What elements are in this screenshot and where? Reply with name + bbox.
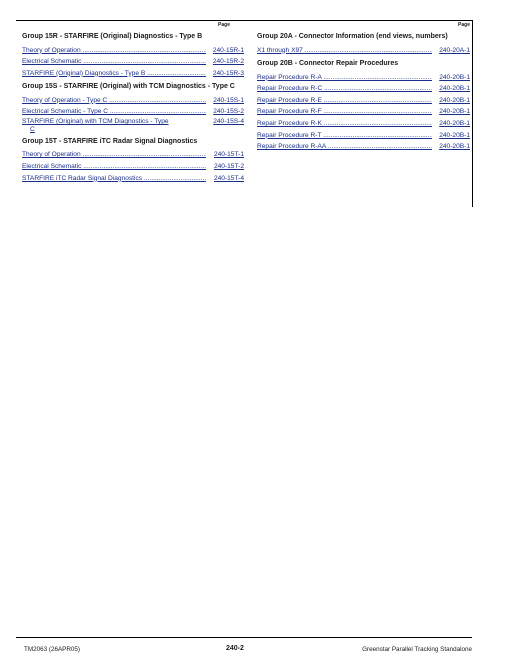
toc-entry-page[interactable]: 240-20A-1 [439, 46, 470, 54]
toc-entry[interactable] [257, 72, 470, 84]
toc-entry[interactable] [22, 161, 244, 173]
toc-entry-title[interactable] [22, 118, 206, 134]
toc-entry[interactable] [257, 106, 470, 118]
page-column-header: Page [218, 22, 230, 28]
toc-entry[interactable] [257, 83, 470, 95]
toc-entry-title[interactable]: Theory of Operation ..... [22, 45, 206, 57]
toc-entry-page[interactable]: 240-15T-1 [213, 151, 244, 159]
toc-entry[interactable] [257, 45, 470, 57]
footer-page-number: 240-2 [226, 645, 244, 652]
toc-entry-page[interactable]: 240-20B-1 [439, 143, 470, 151]
toc-entry-title[interactable]: Repair Procedure R-C ..... [257, 83, 432, 95]
toc-entry-title[interactable]: STARFIRE (Original) Diagnostics - Type B ..... [22, 68, 206, 80]
footer-manual-title: Greenstar Parallel Tracking Standalone [362, 646, 472, 653]
toc-entry-title[interactable]: Electrical Schematic ..... [22, 56, 206, 68]
toc-entry-title[interactable]: Repair Procedure R-K ..... [257, 118, 432, 130]
toc-group-15s [22, 83, 244, 134]
toc-entry-title[interactable]: Repair Procedure R-F ..... [257, 106, 432, 118]
toc-entry-page[interactable]: 240-15T-4 [213, 174, 244, 182]
toc-entry-title-line2[interactable]: C [30, 125, 35, 133]
group-title: Group 15T - STARFIRE iTC Radar Signal Diagnostics [22, 137, 198, 145]
toc-entry[interactable] [22, 68, 244, 80]
toc-entry-page[interactable]: 240-15S-1 [213, 96, 244, 104]
group-title: Group 20B - Connector Repair Procedures [257, 60, 399, 68]
toc-entry-page[interactable]: 240-15R-3 [212, 69, 244, 77]
toc-entry-page[interactable]: 240-15T-2 [213, 163, 244, 171]
toc-entry[interactable] [257, 118, 470, 130]
toc-entry-title[interactable]: Theory of Operation ..... [22, 149, 206, 161]
toc-right-column [257, 21, 470, 153]
toc-entry-title[interactable]: Repair Procedure R-AA ..... [257, 141, 432, 153]
toc-entry-title-line1[interactable]: STARFIRE (Original) with TCM Diagnostics - Type [22, 117, 169, 125]
toc-entry-title[interactable]: Electrical Schematic - Type C ..... [22, 106, 206, 118]
toc-entry[interactable] [22, 149, 244, 161]
group-title: Group 20A - Connector Information (end views, numbers) [257, 33, 448, 40]
toc-entry[interactable] [22, 45, 244, 57]
toc-entry[interactable] [22, 95, 244, 107]
toc-entry-page[interactable]: 240-15S-4 [213, 117, 244, 125]
toc-group-15t [22, 138, 244, 184]
page-column-header: Page [458, 22, 470, 28]
toc-entry-page[interactable]: 240-20B-1 [439, 108, 470, 116]
toc-frame [16, 20, 473, 207]
toc-entry-page[interactable]: 240-20B-1 [439, 119, 470, 127]
toc-group-15r [22, 33, 244, 79]
toc-entry[interactable] [22, 106, 244, 118]
toc-entry-page[interactable]: 240-20B-1 [439, 131, 470, 139]
toc-entry-title[interactable]: Electrical Schematic ..... [22, 161, 206, 173]
page-footer [16, 637, 472, 652]
toc-entry-title[interactable]: Repair Procedure R-A ..... [257, 72, 432, 84]
toc-entry-page[interactable]: 240-15S-2 [213, 108, 244, 116]
toc-entry-page[interactable]: 240-20B-1 [439, 85, 470, 93]
toc-entry-title[interactable]: X1 through X97 ..... [257, 45, 432, 57]
toc-entry-page[interactable]: 240-20B-1 [439, 96, 470, 104]
toc-entry-page[interactable]: 240-15R-2 [212, 58, 244, 66]
toc-entry-page[interactable]: 240-15R-1 [212, 46, 244, 54]
toc-entry-page[interactable]: 240-20B-1 [439, 73, 470, 81]
toc-entry-title[interactable]: STARFIRE iTC Radar Signal Diagnostics ..... [22, 173, 206, 185]
toc-entry[interactable] [257, 130, 470, 142]
toc-entry[interactable] [257, 141, 470, 153]
toc-group-20a [257, 33, 470, 56]
toc-group-20b [257, 60, 470, 153]
toc-entry[interactable] [22, 118, 244, 134]
toc-entry[interactable] [257, 95, 470, 107]
toc-entry-title[interactable]: Theory of Operation - Type C ..... [22, 95, 206, 107]
footer-doc-id: TM2063 (26APR05) [24, 646, 80, 653]
group-title: Group 15R - STARFIRE (Original) Diagnostics - Type B [22, 33, 203, 40]
toc-left-column [22, 21, 244, 184]
toc-entry[interactable] [22, 56, 244, 68]
toc-entry-title[interactable]: Repair Procedure R-T ..... [257, 130, 432, 142]
toc-entry[interactable] [22, 173, 244, 185]
group-title: Group 15S - STARFIRE (Original) with TCM Diagnostics - Type C [22, 83, 235, 91]
toc-entry-title[interactable]: Repair Procedure R-E ..... [257, 95, 432, 107]
